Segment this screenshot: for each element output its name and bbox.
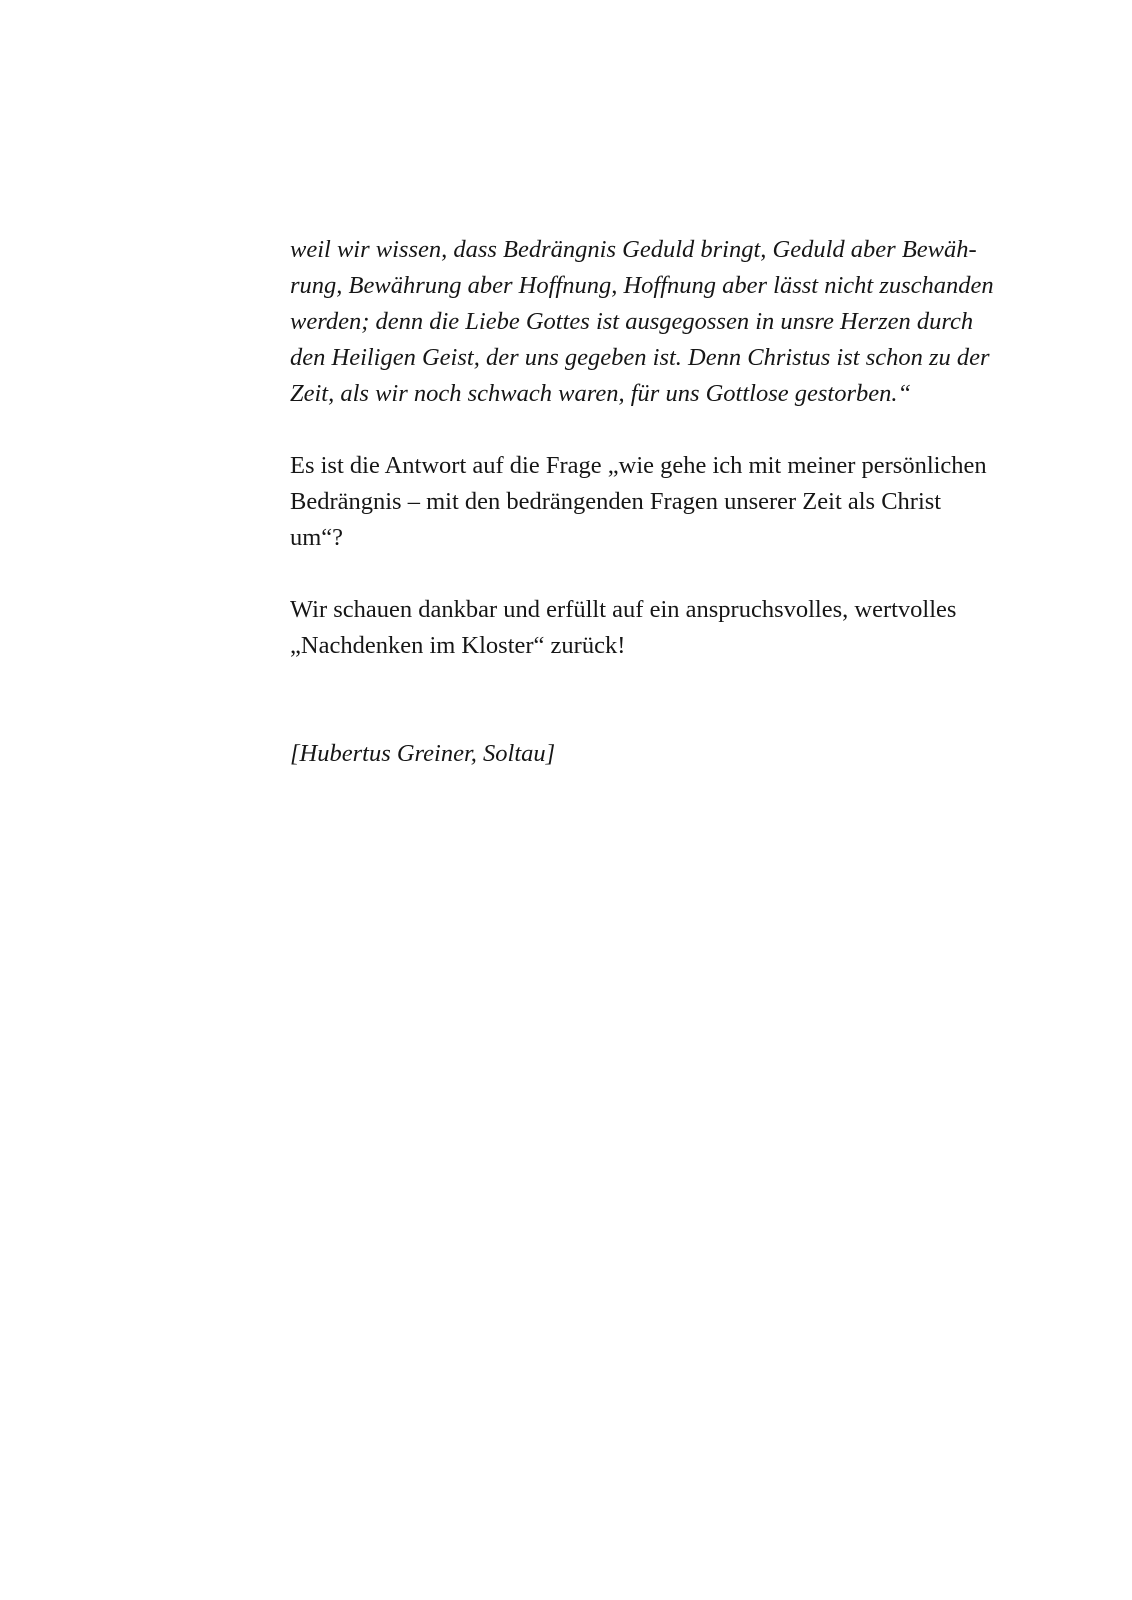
quote-line: rung, Bewährung aber Hoffnung, Hoffnung aber lässt nicht zuschanden <box>290 272 994 299</box>
paragraph-closing <box>290 592 1020 664</box>
quote-line: Zeit, als wir noch schwach waren, für uns Gottlose gestorben.“ <box>290 380 912 407</box>
paragraph-line: um“? <box>290 524 344 551</box>
quote-line: werden; denn die Liebe Gottes ist ausgegossen in unsre Herzen durch <box>290 308 974 335</box>
quote-line: den Heiligen Geist, der uns gegeben ist. Denn Christus ist schon zu der <box>290 344 990 371</box>
paragraph-line: Es ist die Antwort auf die Frage „wie gehe ich mit meiner persönlichen <box>290 452 987 479</box>
signature-line: [Hubertus Greiner, Soltau] <box>290 740 556 767</box>
body-text <box>290 232 1020 772</box>
scripture-quote <box>290 232 1020 412</box>
paragraph-line: „Nachdenken im Kloster“ zurück! <box>290 632 626 659</box>
paragraph-line: Wir schauen dankbar und erfüllt auf ein anspruchsvolles, wertvolles <box>290 596 957 623</box>
paragraph-line: Bedrängnis – mit den bedrängenden Fragen unserer Zeit als Christ <box>290 488 942 515</box>
paragraph-answer <box>290 448 1020 556</box>
quote-line: weil wir wissen, dass Bedrängnis Geduld bringt, Geduld aber Bewäh- <box>290 236 977 263</box>
author-signature <box>290 736 1020 772</box>
